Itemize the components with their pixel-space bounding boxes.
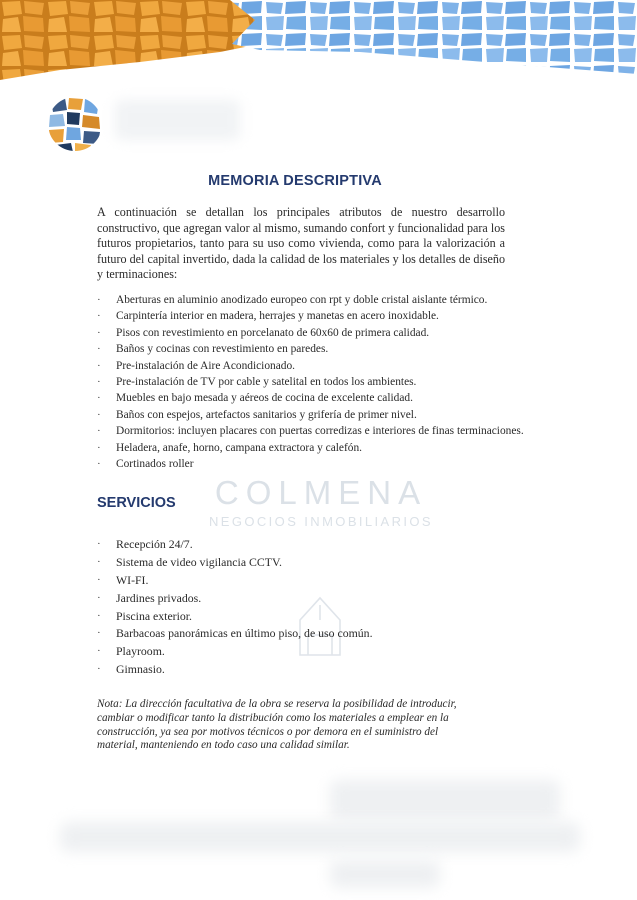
features-list	[97, 292, 524, 472]
list-item: · Aberturas en aluminio anodizado europeo con rpt y doble cristal aislante térmico.	[97, 292, 524, 308]
list-item: · Baños y cocinas con revestimiento en paredes.	[97, 341, 524, 357]
bullet-icon: ·	[97, 573, 101, 586]
bullet-icon: ·	[97, 645, 101, 658]
bullet-icon: ·	[97, 294, 101, 306]
bullet-icon: ·	[97, 392, 101, 405]
list-item: · Piscina exterior.	[97, 608, 373, 626]
list-item: · WI-FI.	[97, 572, 373, 590]
bullet-icon: ·	[97, 425, 101, 438]
services-list	[97, 536, 373, 679]
blurred-footer-block	[60, 822, 580, 852]
bullet-icon: ·	[97, 408, 101, 421]
bullet-icon: ·	[97, 359, 101, 372]
intro-paragraph: A continuación se detallan los principales atributos de nuestro desarrollo constructivo, que agregan valor al mismo, sumando confort y funcionalidad para los futuros propietarios, tanto para su uso como vivienda, como para la valorización a futuro del capital invertido, dada la calidad de los materiales y los detalles de diseño y terminaciones:	[97, 205, 505, 282]
page-title: MEMORIA DESCRIPTIVA	[208, 173, 382, 189]
mosaic-logo-icon	[47, 96, 103, 152]
bullet-icon: ·	[97, 441, 101, 454]
list-item: · Pre-instalación de TV por cable y satelital en todos los ambientes.	[97, 374, 524, 390]
list-item: · Baños con espejos, artefactos sanitarios y grifería de primer nivel.	[97, 407, 524, 423]
bullet-icon: ·	[97, 310, 101, 323]
list-item: · Barbacoas panorámicas en último piso, de uso común.	[97, 625, 373, 643]
list-item: · Pre-instalación de Aire Acondicionado.	[97, 358, 524, 374]
blurred-footer-block	[330, 780, 560, 820]
list-item: · Sistema de video vigilancia CCTV.	[97, 554, 373, 572]
bullet-icon: ·	[97, 375, 101, 388]
list-item: · Playroom.	[97, 643, 373, 661]
list-item: · Cortinados roller	[97, 456, 524, 472]
bullet-icon: ·	[97, 326, 101, 339]
list-item: · Heladera, anafe, horno, campana extractora y calefón.	[97, 440, 524, 456]
bullet-icon: ·	[97, 627, 101, 640]
list-item: · Jardines privados.	[97, 590, 373, 608]
bullet-icon: ·	[97, 609, 101, 622]
list-item: · Dormitorios: incluyen placares con puertas corredizas e interiores de finas terminaciones.	[97, 423, 524, 439]
blurred-footer-block	[330, 860, 440, 888]
mosaic-header-banner	[0, 0, 637, 92]
section-heading-services: SERVICIOS	[97, 495, 176, 511]
list-item: · Pisos con revestimiento en porcelanato de 60x60 de primera calidad.	[97, 325, 524, 341]
list-item: · Carpintería interior en madera, herrajes y manetas en acero inoxidable.	[97, 308, 524, 324]
bullet-icon: ·	[97, 591, 101, 604]
bullet-icon: ·	[97, 663, 101, 676]
bullet-icon: ·	[97, 555, 101, 568]
disclaimer-note: Nota: La dirección facultativa de la obra se reserva la posibilidad de introducir, cambiar o modificar tanto la distribución como los materiales a emplear en la construcción, ya sea por motivos técnicos o por demora en el suministro del material, manteniendo en todo caso una calidad similar.	[97, 698, 457, 752]
bullet-icon: ·	[97, 538, 101, 550]
blurred-logo-text	[115, 100, 240, 140]
watermark-subtitle: NEGOCIOS INMOBILIARIOS	[209, 514, 433, 529]
list-item: · Recepción 24/7.	[97, 536, 373, 554]
bullet-icon: ·	[97, 457, 101, 470]
list-item: · Gimnasio.	[97, 661, 373, 679]
list-item: · Muebles en bajo mesada y aéreos de cocina de excelente calidad.	[97, 390, 524, 406]
watermark-brand: COLMENA	[214, 474, 428, 511]
bullet-icon: ·	[97, 343, 101, 356]
